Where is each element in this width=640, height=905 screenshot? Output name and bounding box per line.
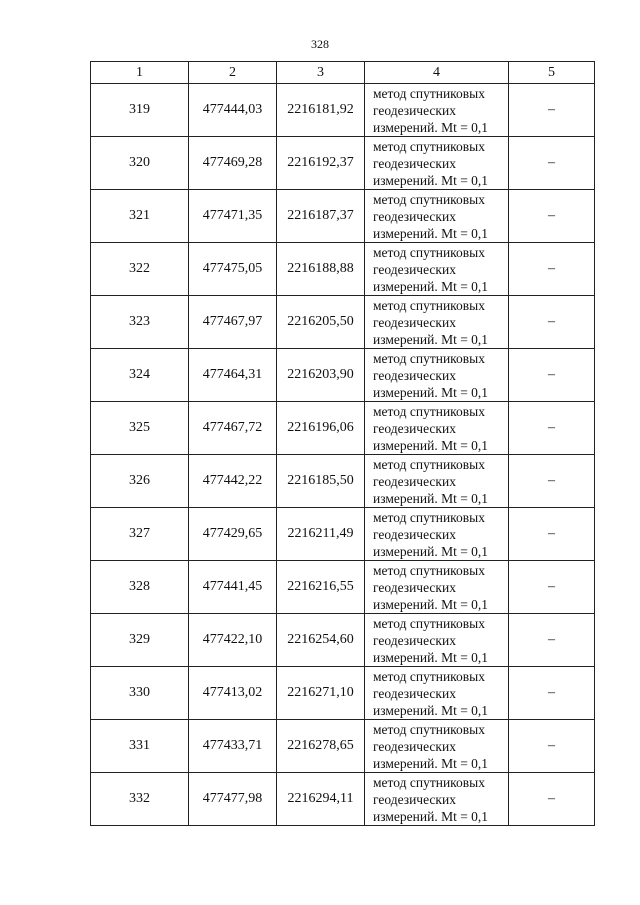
- method-line-3: измерений. Mt = 0,1: [373, 172, 489, 188]
- method-line-1: метод спутниковых: [373, 456, 485, 472]
- method-description: [365, 190, 509, 243]
- coordinate-y: 2216205,50: [277, 296, 365, 349]
- coordinate-y: 2216192,37: [277, 137, 365, 190]
- method-line-1: метод спутниковых: [373, 138, 485, 154]
- method-line-1: метод спутниковых: [373, 509, 485, 525]
- table-header-row: [91, 62, 595, 84]
- coordinate-y: 2216278,65: [277, 720, 365, 773]
- point-number: 323: [91, 296, 189, 349]
- method-line-3: измерений. Mt = 0,1: [373, 543, 489, 559]
- coordinate-y: 2216216,55: [277, 561, 365, 614]
- method-description: [365, 720, 509, 773]
- table-row: [91, 402, 595, 455]
- table-row: [91, 455, 595, 508]
- table-row: [91, 243, 595, 296]
- page-number: 328: [311, 37, 329, 51]
- method-description: [365, 349, 509, 402]
- method-line-1: метод спутниковых: [373, 85, 485, 101]
- method-description: [365, 402, 509, 455]
- coordinate-y: 2216185,50: [277, 455, 365, 508]
- method-line-1: метод спутниковых: [373, 403, 485, 419]
- note-cell: –: [509, 773, 595, 826]
- coordinate-x: 477444,03: [189, 84, 277, 137]
- method-line-2: геодезических: [373, 367, 456, 383]
- method-line-1: метод спутниковых: [373, 297, 485, 313]
- method-line-2: геодезических: [373, 261, 456, 277]
- point-number: 327: [91, 508, 189, 561]
- method-line-3: измерений. Mt = 0,1: [373, 702, 489, 718]
- table-row: [91, 720, 595, 773]
- coordinate-x: 477442,22: [189, 455, 277, 508]
- method-description: [365, 137, 509, 190]
- method-description: [365, 243, 509, 296]
- method-line-1: метод спутниковых: [373, 721, 485, 737]
- note-cell: –: [509, 561, 595, 614]
- coordinate-y: 2216211,49: [277, 508, 365, 561]
- table-row: [91, 84, 595, 137]
- coordinate-x: 477429,65: [189, 508, 277, 561]
- note-cell: –: [509, 84, 595, 137]
- point-number: 332: [91, 773, 189, 826]
- method-line-1: метод спутниковых: [373, 668, 485, 684]
- point-number: 319: [91, 84, 189, 137]
- method-description: [365, 455, 509, 508]
- method-line-3: измерений. Mt = 0,1: [373, 384, 489, 400]
- method-line-2: геодезических: [373, 420, 456, 436]
- point-number: 325: [91, 402, 189, 455]
- point-number: 321: [91, 190, 189, 243]
- note-cell: –: [509, 243, 595, 296]
- method-line-3: измерений. Mt = 0,1: [373, 755, 489, 771]
- column-header-3: 3: [277, 62, 365, 84]
- note-cell: –: [509, 296, 595, 349]
- table-row: [91, 349, 595, 402]
- point-number: 331: [91, 720, 189, 773]
- coordinate-x: 477413,02: [189, 667, 277, 720]
- table-row: [91, 190, 595, 243]
- method-line-2: геодезических: [373, 685, 456, 701]
- method-line-3: измерений. Mt = 0,1: [373, 649, 489, 665]
- note-cell: –: [509, 614, 595, 667]
- coordinate-y: 2216294,11: [277, 773, 365, 826]
- method-line-1: метод спутниковых: [373, 191, 485, 207]
- coordinate-y: 2216187,37: [277, 190, 365, 243]
- point-number: 326: [91, 455, 189, 508]
- point-number: 329: [91, 614, 189, 667]
- column-header-1: 1: [91, 62, 189, 84]
- coordinate-x: 477467,72: [189, 402, 277, 455]
- point-number: 320: [91, 137, 189, 190]
- method-line-2: геодезических: [373, 473, 456, 489]
- table-row: [91, 508, 595, 561]
- method-line-2: геодезических: [373, 314, 456, 330]
- method-line-1: метод спутниковых: [373, 615, 485, 631]
- note-cell: –: [509, 720, 595, 773]
- method-line-1: метод спутниковых: [373, 244, 485, 260]
- note-cell: –: [509, 349, 595, 402]
- method-line-2: геодезических: [373, 791, 456, 807]
- note-cell: –: [509, 137, 595, 190]
- method-line-1: метод спутниковых: [373, 350, 485, 366]
- method-line-3: измерений. Mt = 0,1: [373, 490, 489, 506]
- method-description: [365, 84, 509, 137]
- coordinate-y: 2216196,06: [277, 402, 365, 455]
- coordinate-x: 477477,98: [189, 773, 277, 826]
- table-row: [91, 296, 595, 349]
- method-line-2: геодезических: [373, 579, 456, 595]
- table-row: [91, 667, 595, 720]
- coordinate-x: 477422,10: [189, 614, 277, 667]
- coordinate-x: 477475,05: [189, 243, 277, 296]
- coordinate-y: 2216181,92: [277, 84, 365, 137]
- method-line-2: геодезических: [373, 632, 456, 648]
- method-line-2: геодезических: [373, 102, 456, 118]
- method-line-3: измерений. Mt = 0,1: [373, 331, 489, 347]
- point-number: 324: [91, 349, 189, 402]
- method-description: [365, 296, 509, 349]
- note-cell: –: [509, 508, 595, 561]
- point-number: 328: [91, 561, 189, 614]
- method-line-3: измерений. Mt = 0,1: [373, 437, 489, 453]
- column-header-2: 2: [189, 62, 277, 84]
- table-row: [91, 614, 595, 667]
- coordinate-x: 477471,35: [189, 190, 277, 243]
- method-description: [365, 773, 509, 826]
- table-row: [91, 137, 595, 190]
- method-line-2: геодезических: [373, 526, 456, 542]
- note-cell: –: [509, 190, 595, 243]
- coordinate-y: 2216203,90: [277, 349, 365, 402]
- method-line-3: измерений. Mt = 0,1: [373, 119, 489, 135]
- method-description: [365, 614, 509, 667]
- column-header-5: 5: [509, 62, 595, 84]
- note-cell: –: [509, 402, 595, 455]
- method-line-3: измерений. Mt = 0,1: [373, 596, 489, 612]
- method-line-3: измерений. Mt = 0,1: [373, 808, 489, 824]
- note-cell: –: [509, 455, 595, 508]
- method-description: [365, 561, 509, 614]
- column-header-4: 4: [365, 62, 509, 84]
- table-row: [91, 773, 595, 826]
- point-number: 322: [91, 243, 189, 296]
- coordinate-x: 477433,71: [189, 720, 277, 773]
- method-description: [365, 508, 509, 561]
- method-line-1: метод спутниковых: [373, 774, 485, 790]
- method-line-2: геодезических: [373, 738, 456, 754]
- method-line-3: измерений. Mt = 0,1: [373, 225, 489, 241]
- method-line-2: геодезических: [373, 155, 456, 171]
- coordinate-x: 477441,45: [189, 561, 277, 614]
- coordinates-table: [90, 61, 595, 826]
- point-number: 330: [91, 667, 189, 720]
- method-line-2: геодезических: [373, 208, 456, 224]
- method-description: [365, 667, 509, 720]
- method-line-1: метод спутниковых: [373, 562, 485, 578]
- coordinate-y: 2216254,60: [277, 614, 365, 667]
- note-cell: –: [509, 667, 595, 720]
- coordinate-x: 477467,97: [189, 296, 277, 349]
- coordinate-y: 2216188,88: [277, 243, 365, 296]
- coordinate-x: 477469,28: [189, 137, 277, 190]
- table-row: [91, 561, 595, 614]
- coordinate-y: 2216271,10: [277, 667, 365, 720]
- method-line-3: измерений. Mt = 0,1: [373, 278, 489, 294]
- coordinate-x: 477464,31: [189, 349, 277, 402]
